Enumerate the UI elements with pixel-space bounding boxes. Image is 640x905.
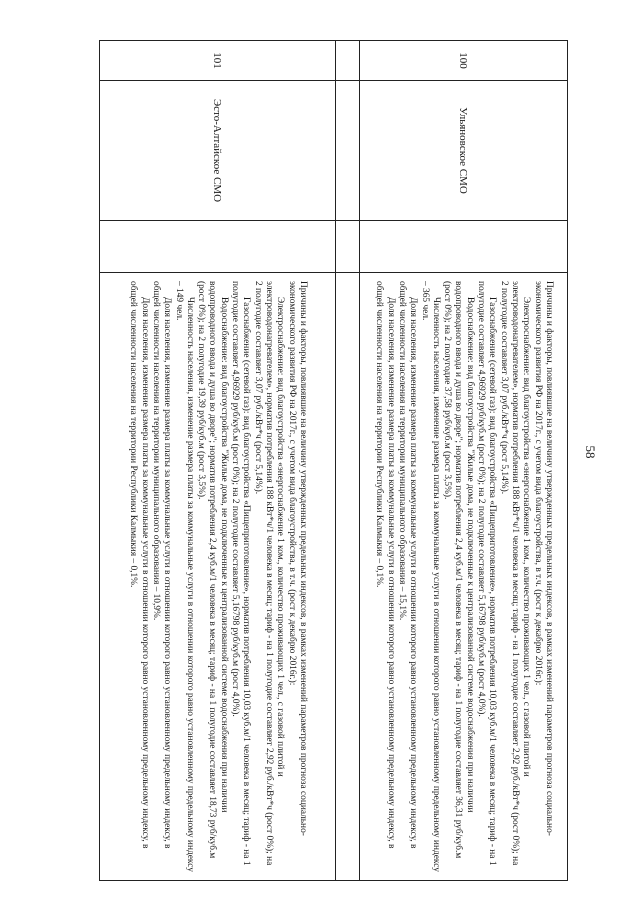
description-paragraph: Численность населения, изменение размера платы за коммунальные услуги в отношении которого равно установленному предельному индексу – 149 чел. <box>173 281 195 872</box>
description-paragraph: Водоснабжение: вид благоустройства "Жилые дома, не подключенные к централизованной системе водоснабжения при наличии водопроводного ввода и душа во дворе"; норматив потребления 2,4 куб.м/1 человека в месяц; тариф - на 1 полугодие составляет 36,31 руб/куб.м (рост 0%); на 2 полугодие 37,58 руб/куб.м (рост 3,5%). <box>442 281 475 859</box>
description-paragraph: Причины и факторы, повлиявшие на величину утвержденных предельных индексов, в рамках изменений параметров прогноза социально-экономического развития РФ на 2017г., с учетом вида благоустройства, в т.ч. (рост к декабрю 2016г.): <box>532 281 554 836</box>
description-paragraph: Газоснабжение (сетевой газ): вид благоустройства «Пищеприготовление», норматив потребления 10,03 куб.м/1 человека в месяц; тариф - на 1 полугодие составляет 4,96929 руб/куб.м (рост 0%); на 2 полугодие составляет 5,16798 руб/куб.м (рост 4,0%). <box>230 281 252 866</box>
table-row <box>100 41 336 881</box>
description-paragraph: Электроснабжение: вид благоустройства «энергоснабжение 1 ком., количество проживающих 1 чел., с газовой плитой и электроводонагревателем», норматив потребления 188 кВт*ч/1 человека в месяц; тариф - на 1 полугодие составляет 2,92 руб./кВт*ч (рост 0%); на 2 полугодие составляет 3,07 руб./кВт*ч (рост 5,14%). <box>498 281 532 866</box>
document-sheet <box>100 40 568 880</box>
empty-cell <box>336 221 360 273</box>
description-paragraph: Доля населения, изменение размера платы за коммунальные услуги в отношении которого равно установленному предельному индексу, в общей численности населения на территории Республики Калмыкия – 0,1%. <box>128 281 150 849</box>
description-paragraph: Газоснабжение (сетевой газ): вид благоустройства «Пищеприготовление», норматив потребления 10,03 куб.м/1 человека в месяц; тариф - на 1 полугодие составляет 4,96929 руб/куб.м (рост 0%); на 2 полугодие составляет 5,16798 руб/куб.м (рост 4,0%). <box>476 281 498 866</box>
table-row-spacer <box>336 41 360 881</box>
description-paragraph: Доля населения, изменение размера платы за коммунальные услуги в отношении которого равно установленному предельному индексу, в общей численности населения на территории муниципального образования – 15,1%. <box>397 281 419 849</box>
description-paragraph: Электроснабжение: вид благоустройства «энергоснабжение 1 ком., количество проживающих 1 чел., с газовой плитой и электроводонагревателем», норматив потребления 188 кВт*ч/1 человека в месяц; тариф - на 1 полугодие составляет 2,92 руб./кВт*ч (рост 0%); на 2 полугодие составляет 3,07 руб./кВт*ч (рост 5,14%). <box>252 281 286 866</box>
row-number: 100 <box>360 41 568 81</box>
description-cell <box>360 273 568 881</box>
description-paragraph: Численность населения, изменение размера платы за коммунальные услуги в отношении которого равно установленному предельному индексу – 365 чел. <box>419 281 441 872</box>
description-paragraph: Причины и факторы, повлиявшие на величину утвержденных предельных индексов, в рамках изменений параметров прогноза социально-экономического развития РФ на 2017г., с учетом вида благоустройства, в т.ч. (рост к декабрю 2016г.): <box>286 281 308 836</box>
municipality-name: Ульяновское СМО <box>360 81 568 221</box>
empty-cell <box>100 221 336 273</box>
description-paragraph: Доля населения, изменение размера платы за коммунальные услуги в отношении которого равно установленному предельному индексу, в общей численности населения на территории Республики Калмыкия – 0,1%. <box>374 281 396 849</box>
empty-cell <box>336 81 360 221</box>
empty-cell <box>360 221 568 273</box>
row-number: 101 <box>100 41 336 81</box>
municipality-table <box>99 40 568 881</box>
description-cell <box>100 273 336 881</box>
municipality-name: Эсто-Алтайское СМО <box>100 81 336 221</box>
empty-cell <box>336 273 360 881</box>
page-number: 58 <box>583 445 598 459</box>
table-row <box>360 41 568 881</box>
description-paragraph: Водоснабжение: вид благоустройства "Жилые дома, не подключенные к централизованной системе водоснабжения при наличии водопроводного ввода и душа во дворе"; норматив потребления 2,4 куб.м/1 человека в месяц; тариф - на 1 полугодие составляет 18,73 руб/куб.м (рост 0%); на 2 полугодие 19,39 руб/куб.м (рост 3,5%). <box>196 281 229 859</box>
empty-cell <box>336 41 360 81</box>
description-paragraph: Доля населения, изменение размера платы за коммунальные услуги в отношении которого равно установленному предельному индексу, в общей численности населения на территории муниципального образования – 10,9%. <box>151 281 173 849</box>
